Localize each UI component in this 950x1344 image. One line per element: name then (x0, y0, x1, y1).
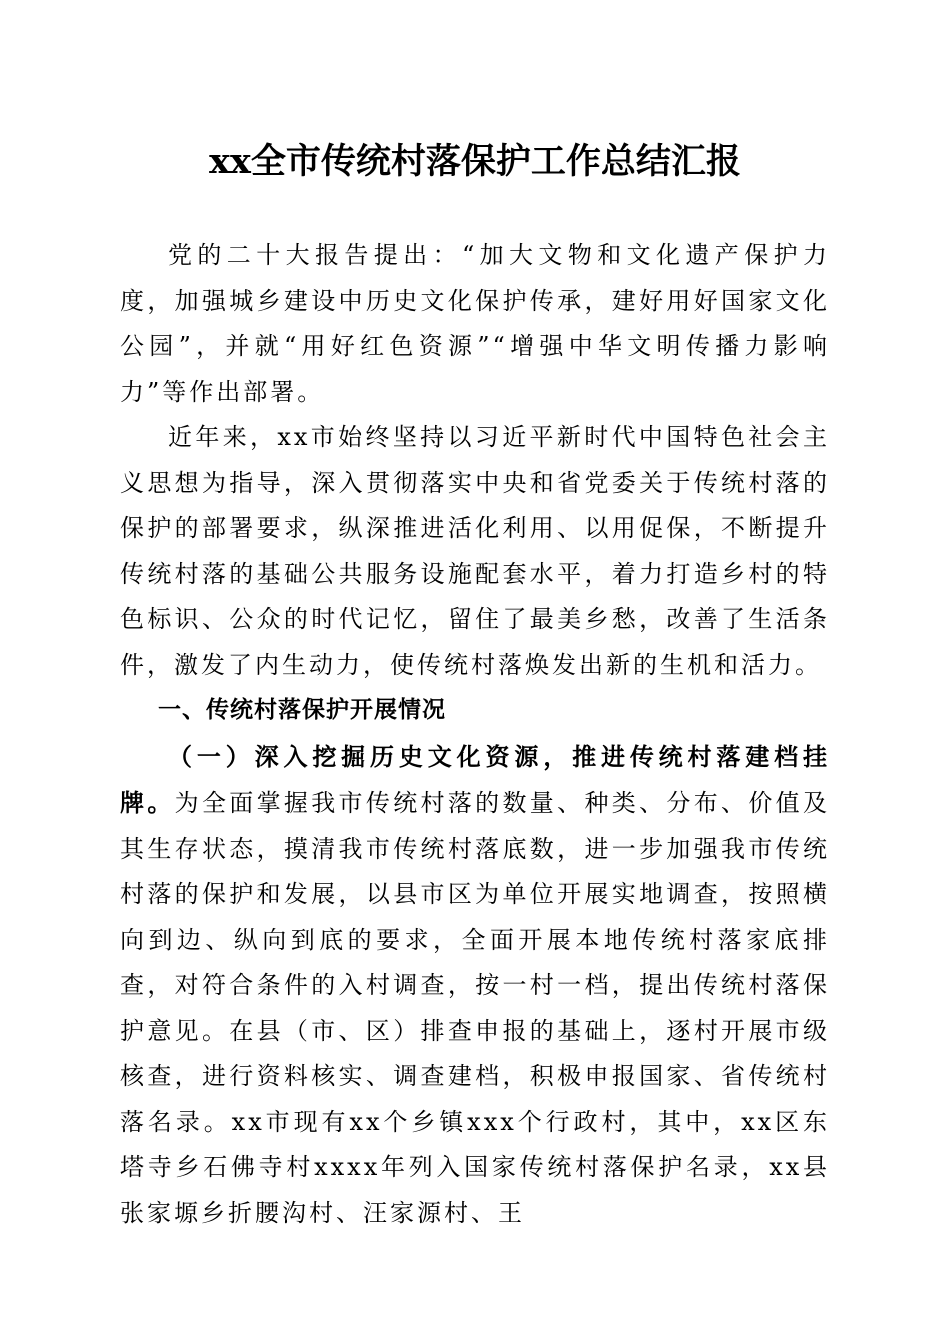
section-heading-1: 一、传统村落保护开展情况 (158, 697, 446, 723)
document-title: xx全市传统村落保护工作总结汇报 (209, 141, 741, 182)
paragraph-intro: 党的二十大报告提出：“加大文物和文化遗产保护力度，加强城乡建设中历史文化保护传承，建好用好国家文化公园”，并就“用好红色资源”“增强中华文明传播力影响力”等作出部署。 (120, 241, 830, 406)
paragraph-overview: 近年来，xx市始终坚持以习近平新时代中国特色社会主义思想为指导，深入贯彻落实中央和省党委关于传统村落的保护的部署要求，纵深推进活化利用、以用促保，不断提升传统村落的基础公共服务设施配套水平，着力打造乡村的特色标识、公众的时代记忆，留住了最美乡愁，改善了生活条件，激发了内生动力，使传统村落焕发出新的生机和活力。 (120, 423, 830, 679)
subsection-text-1: 为全面掌握我市传统村落的数量、种类、分布、价值及其生存状态，摸清我市传统村落底数，进一步加强我市传统村落的保护和发展，以县市区为单位开展实地调查，按照横向到边、纵向到底的要求，全面开展本地传统村落家底排查，对符合条件的入村调查，按一村一档，提出传统村落保护意见。在县（市、区）排查申报的基础上，逐村开展市级核查，进行资料核实、调查建档，积极申报国家、省传统村落名录。xx市现有xx个乡镇xxx个行政村，其中，xx区东塔寺乡石佛寺村xxxx年列入国家传统村落保护名录，xx县张家塬乡折腰沟村、汪家源村、王 (120, 789, 830, 1227)
paragraph-subsection-1 (120, 734, 830, 1237)
document-body (120, 233, 830, 1236)
subsection-heading-1: （一）深入挖掘历史文化资源，推进传统村落建档挂牌。 (120, 741, 830, 817)
